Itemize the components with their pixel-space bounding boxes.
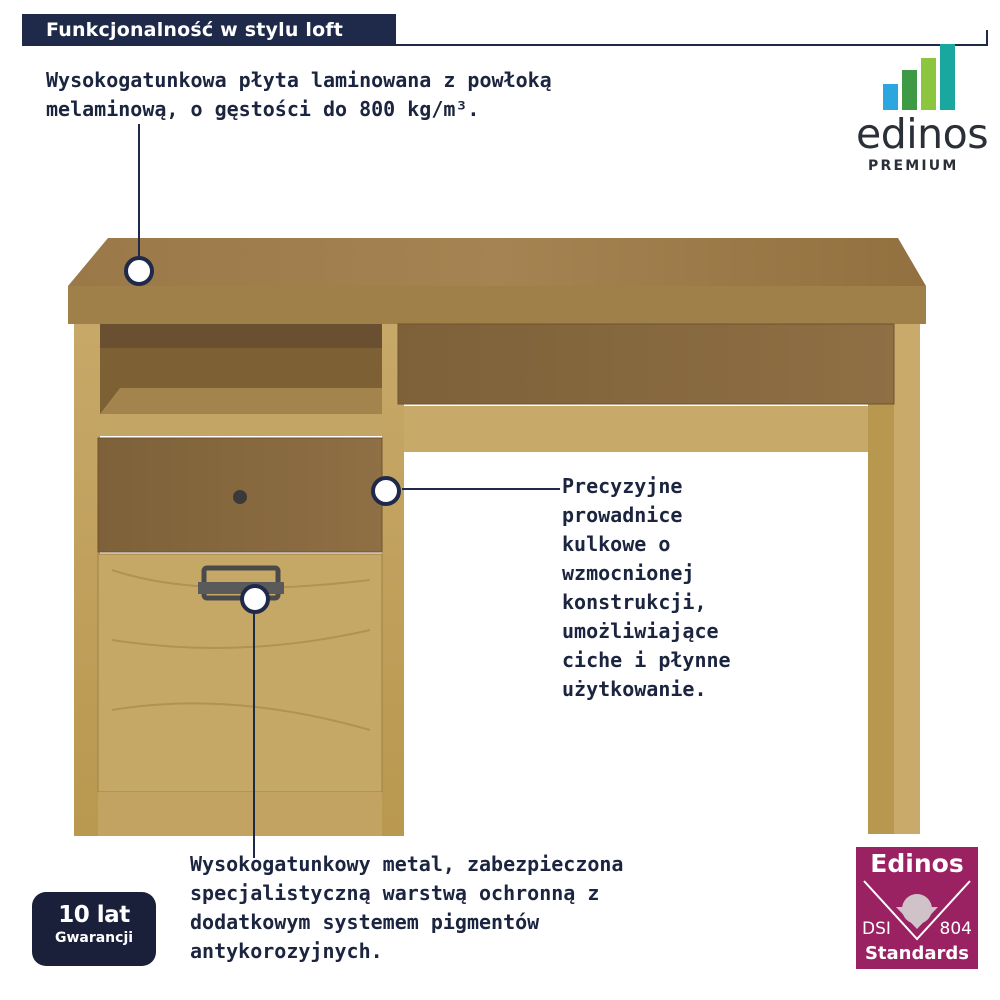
warranty-badge [32, 892, 156, 966]
leader-line-laminate [138, 124, 140, 260]
callout-slides-line: konstrukcji, [562, 590, 707, 614]
brand-name: edinos [856, 110, 989, 158]
drawer-knob [233, 490, 247, 504]
hotspot-laminate [124, 256, 154, 286]
section-title: Funkcjonalność w stylu loft [22, 14, 396, 46]
standards-label: Standards [864, 943, 970, 964]
callout-slides-line: umożliwiające [562, 619, 719, 643]
leader-line-slides [402, 488, 560, 490]
callout-metal-line: specjalistyczną warstwą ochronną z [190, 881, 600, 905]
standards-left-code: DSI [862, 919, 891, 939]
callout-metal [190, 850, 623, 966]
callout-laminate-line: Wysokogatunkowa płyta laminowana z powłoką [46, 68, 552, 92]
brand-tagline: PREMIUM [868, 158, 959, 174]
callout-slides [562, 472, 731, 704]
callout-metal-line: dodatkowym systemem pigmentów [190, 910, 540, 934]
callout-metal-line: antykorozyjnych. [190, 939, 383, 963]
hotspot-slides [371, 476, 401, 506]
callout-metal-line: Wysokogatunkowy metal, zabezpieczona [190, 852, 624, 876]
callout-slides-line: prowadnice [562, 503, 683, 527]
leader-line-metal [253, 612, 255, 858]
callout-slides-line: kulkowe o [562, 532, 671, 556]
callout-laminate-line: melaminową, o gęstości do 800 kg/m³. [46, 97, 480, 121]
desk-drawer [398, 324, 894, 404]
desktop-front-edge [68, 286, 926, 324]
callout-slides-line: użytkowanie. [562, 677, 707, 701]
warranty-years: 10 lat [58, 902, 130, 928]
standards-brand: Edinos [870, 849, 964, 878]
left-side-panel [74, 324, 100, 836]
callout-slides-line: ciche i płynne [562, 648, 731, 672]
callout-slides-line: wzmocnionej [562, 561, 695, 585]
hotspot-metal [240, 584, 270, 614]
standards-badge [856, 847, 978, 969]
warranty-label: Gwarancji [54, 930, 134, 946]
desktop-top-surface [68, 238, 926, 286]
modesty-panel [404, 406, 868, 452]
callout-slides-line: Precyzyjne [562, 474, 683, 498]
standards-right-code: 804 [939, 919, 972, 939]
